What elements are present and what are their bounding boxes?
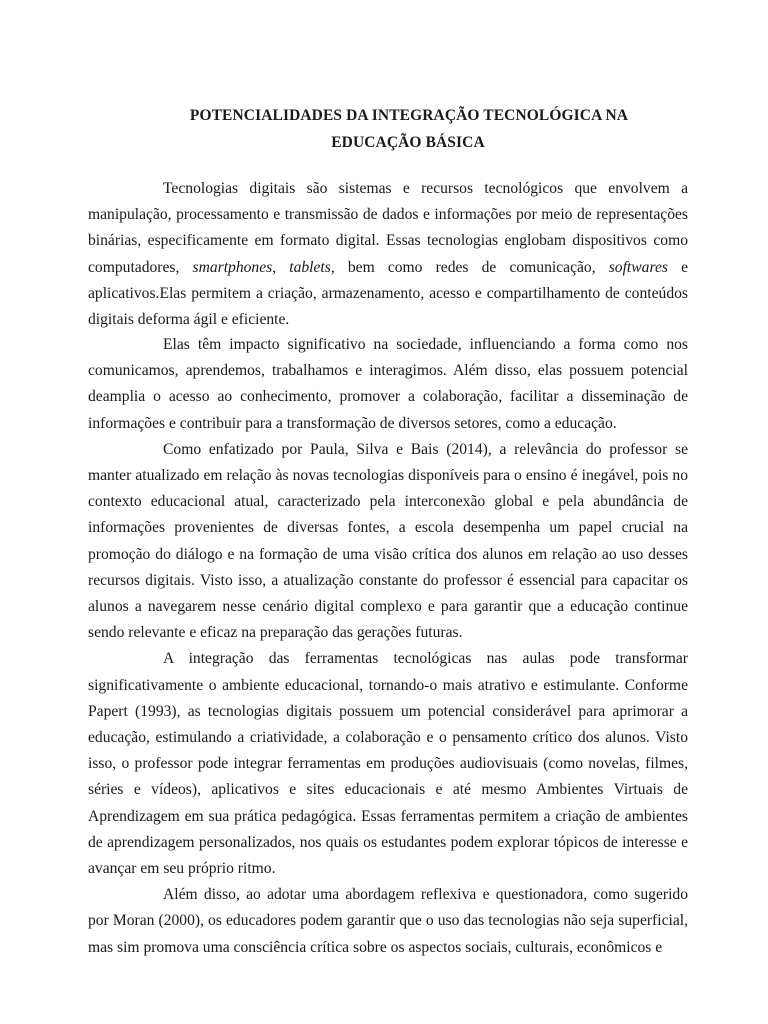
- title-line-1: POTENCIALIDADES DA INTEGRAÇÃO TECNOLÓGICA NA: [189, 107, 629, 124]
- paragraph-4: A integração das ferramentas tecnológicas nas aulas pode transformar significativamente o ambiente educacional, tornando-o mais atrativo e estimulante. Conforme Papert (1993), as tecnologias digitais possuem um potencial considerável para aprimorar a educação, estimulando a criatividade, a colaboração e o pensamento crítico dos alunos. Visto isso, o professor pode integrar ferramentas em produções audiovisuais (como novelas, filmes, séries e vídeos), aplicativos e sites educacionais e até mesmo Ambientes Virtuais de Aprendizagem em sua prática pedagógica. Essas ferramentas permitem a criação de ambientes de aprendizagem personalizados, nos quais os estudantes podem explorar tópicos de interesse e avançar em seu próprio ritmo.: [88, 650, 688, 878]
- paragraph-1-text-c: , bem como redes de comunicação,: [330, 258, 609, 276]
- paragraph-1: [88, 176, 688, 333]
- paragraph-5: Além disso, ao adotar uma abordagem reflexiva e questionadora, como sugerido por Moran (2000), os educadores podem garantir que o uso das tecnologias não seja superficial, mas sim promova uma consciência crítica sobre os aspectos sociais, culturais, econômicos e: [88, 886, 688, 956]
- title-line-2: EDUCAÇÃO BÁSICA: [331, 134, 485, 151]
- paragraph-block-1: [88, 176, 688, 333]
- paragraph-1-italic-tablets: tablets: [289, 258, 331, 276]
- paragraph-1-text-a: Tecnologias digitais são sistemas e recursos tecnológicos que envolvem a manipulação, processamento e transmissão de dados e informações por meio de representações binárias, especificamente em formato digital. Essas tecnologias englobam dispositivos como computadores,: [88, 180, 688, 276]
- paragraph-1-italic-smartphones: smartphones: [192, 258, 273, 276]
- paragraph-2: Elas têm impacto significativo na sociedade, influenciando a forma como nos comunicamos, aprendemos, trabalhamos e interagimos. Além disso, elas possuem potencial deamplia o acesso ao conhecimento, promover a colaboração, facilitar a disseminação de informações e contribuir para a transformação de diversos setores, como a educação.: [88, 336, 688, 432]
- paragraph-1-text-b: ,: [272, 258, 290, 276]
- paragraph-block-2: [88, 332, 688, 961]
- paragraph-1-italic-softwares: softwares: [608, 258, 668, 276]
- paragraph-3: Como enfatizado por Paula, Silva e Bais (2014), a relevância do professor se manter atualizado em relação às novas tecnologias disponíveis para o ensino é inegável, pois no contexto educacional atual, caracterizado pela interconexão global e pela abundância de informações provenientes de diversas fontes, a escola desempenha um papel crucial na promoção do diálogo e na formação de uma visão crítica dos alunos em relação ao uso desses recursos digitais. Visto isso, a atualização constante do professor é essencial para capacitar os alunos a navegarem nesse cenário digital complexo e para garantir que a educação continue sendo relevante e eficaz na preparação das gerações futuras.: [88, 440, 688, 642]
- document-title: [88, 102, 728, 156]
- paragraph-1-text-d: e aplicativos.Elas permitem a criação, armazenamento, acesso e compartilhamento de conteúdos digitais deforma ágil e eficiente.: [88, 258, 688, 329]
